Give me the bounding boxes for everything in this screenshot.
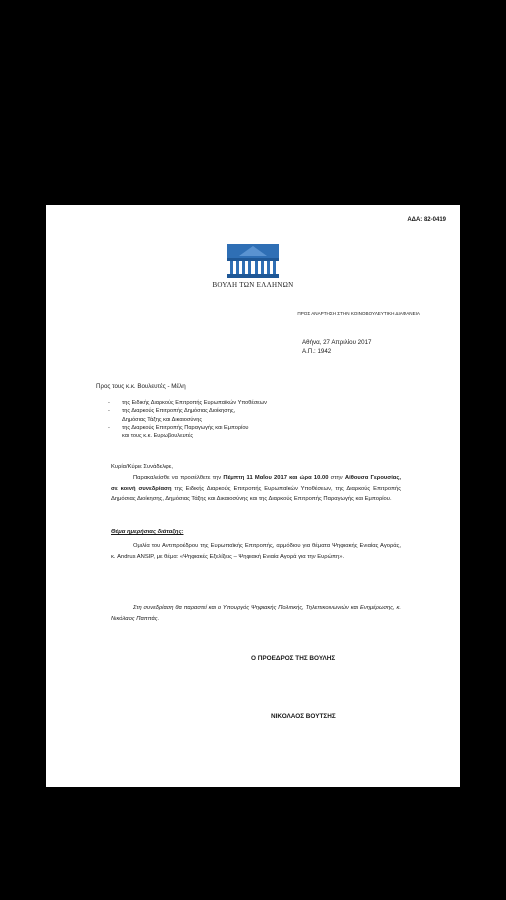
- agenda-heading: Θέμα ημερήσιας διάταξης:: [111, 529, 184, 535]
- recipients-list: [108, 399, 267, 440]
- list-item: - της Ειδικής Διαρκούς Επιτροπής Ευρωπαϊκών Υποθέσεων: [108, 399, 267, 407]
- ada-code: ΑΔΑ: 82-0419: [407, 217, 446, 223]
- meeting-datetime: Πέμπτη 11 Μαΐου 2017 και ώρα 10.00: [223, 475, 329, 481]
- invitation-paragraph: [111, 473, 401, 505]
- document-page: [46, 205, 460, 787]
- recipients-heading: Προς τους κ.κ. Βουλευτές - Μέλη: [96, 383, 186, 390]
- meeting-location: Αίθουσα Γερουσίας, σε κοινή συνεδρίαση: [111, 475, 401, 492]
- date-block: [302, 339, 371, 356]
- president-title: Ο ΠΡΟΕΔΡΟΣ ΤΗΣ ΒΟΥΛΗΣ: [251, 655, 336, 662]
- text-span: στην: [328, 475, 345, 481]
- list-item: Δημόσιας Τάξης και Δικαιοσύνης: [122, 416, 203, 423]
- text-span: της Ειδικής Διαρκούς Επιτροπής Ευρωπαϊκών Υποθέσεων, της Διαρκούς Επιτροπής Δημόσιας Διοίκησης, Δημόσιας Τάξης και Δικαιοσύνης και της Διαρκούς Επιτροπής Παραγωγής και Εμπορίου.: [111, 485, 402, 502]
- list-item: και τους κ.κ. Ευρωβουλευτές: [122, 433, 194, 440]
- list-item: - της Διαρκούς Επιτροπής Δημόσιας Διοίκησης,: [108, 407, 267, 415]
- minister-paragraph: Στη συνεδρίαση θα παραστεί και ο Υπουργός Ψηφιακής Πολιτικής, Τηλεπικοινωνιών και Ενημέρωσης, κ. Νικόλαος Παππάς.: [111, 605, 401, 622]
- department-line: ΠΡΟΣ ΑΝΑΡΤΗΣΗ ΣΤΗΝ ΚΟΙΝΟΒΟΥΛΕΥΤΙΚΗ ΔΙΑΦΑΝΕΙΑ: [297, 311, 420, 316]
- date-text: Αθήνα, 27 Απριλίου 2017: [302, 339, 372, 346]
- signer-name: ΝΙΚΟΛΑΟΣ ΒΟΥΤΣΗΣ: [271, 713, 336, 720]
- agenda-paragraph: Ομιλία του Αντιπροέδρου της Ευρωπαϊκής Επιτροπής, αρμόδιου για θέματα Ψηφιακής Ενιαίας Αγοράς, κ. Andrus ANSIP, με θέμα: «Ψηφιακές Εξελίξεις – Ψηφιακή Ενιαία Αγορά για την Ευρώπη».: [111, 543, 401, 560]
- text-span: Παρακαλείσθε να προσέλθετε την: [133, 475, 224, 481]
- salutation: Κυρία/Κύριε Συνάδελφε,: [111, 464, 173, 470]
- parliament-name: ΒΟΥΛΗ ΤΩΝ ΕΛΛΗΝΩΝ: [212, 281, 294, 289]
- parliament-building-icon: [227, 244, 279, 278]
- protocol-number: Α.Π.: 1942: [302, 347, 332, 355]
- list-item: - της Διαρκούς Επιτροπής Παραγωγής και Εμπορίου: [108, 424, 267, 432]
